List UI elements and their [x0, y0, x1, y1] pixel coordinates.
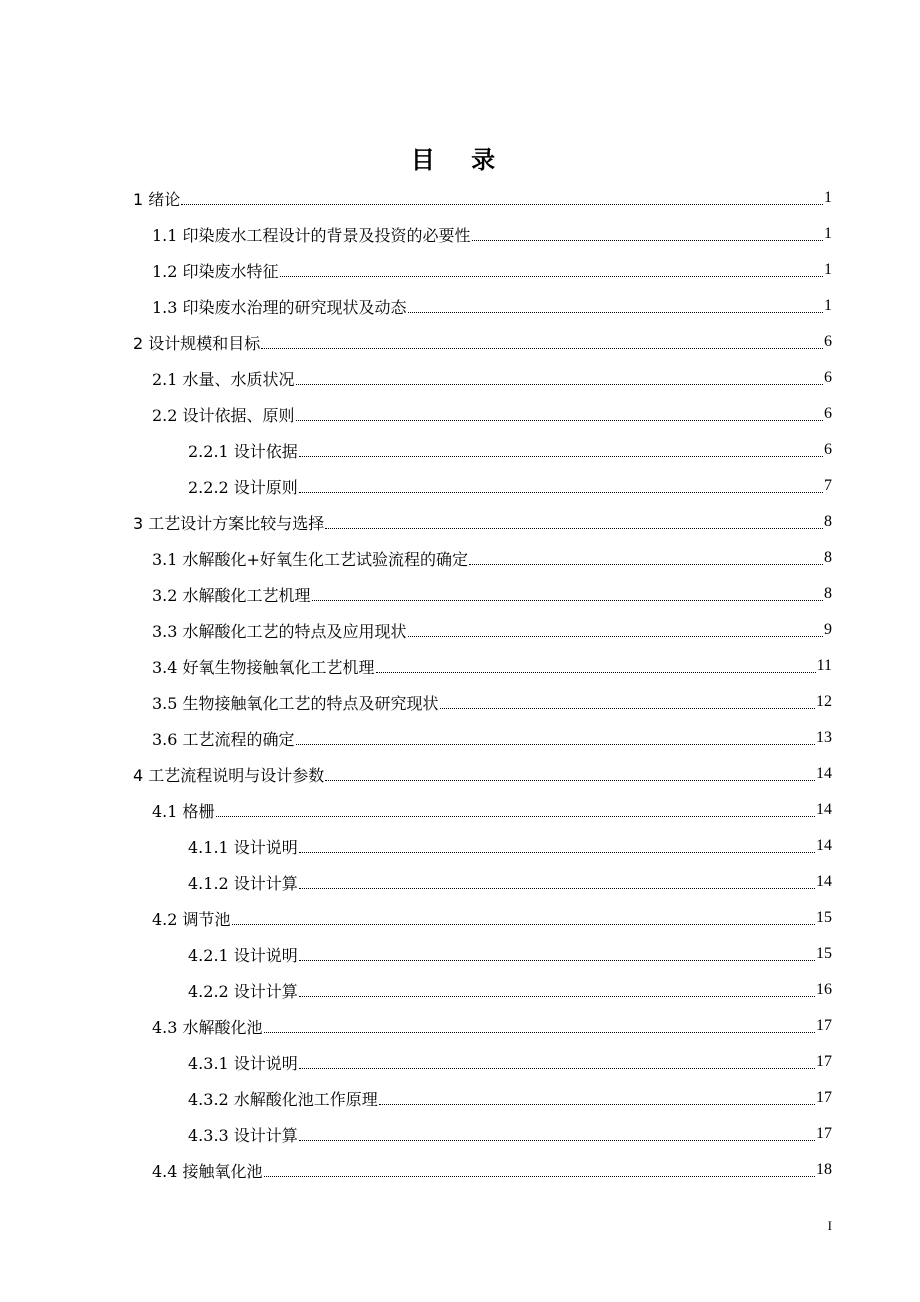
- toc-entry-page: 16: [816, 981, 832, 998]
- toc-entry[interactable]: [188, 972, 832, 1008]
- toc-entry-page: 6: [824, 405, 832, 422]
- toc-entry[interactable]: [188, 864, 832, 900]
- dot-leader: [296, 383, 823, 385]
- toc-entry-label: 4.2.1 设计说明: [188, 945, 298, 965]
- toc-entry-label: 3.2 水解酸化工艺机理: [152, 585, 311, 605]
- dot-leader: [261, 347, 823, 349]
- toc-entry-page: 17: [816, 1089, 832, 1106]
- dot-leader: [325, 527, 823, 529]
- toc-entry-page: 17: [816, 1125, 832, 1142]
- toc-entry-page: 18: [816, 1161, 832, 1178]
- dot-leader: [264, 1175, 815, 1177]
- toc-entry-label: 4.3.1 设计说明: [188, 1053, 298, 1073]
- toc-title: 目 录: [410, 146, 510, 174]
- dot-leader: [325, 779, 815, 781]
- dot-leader: [296, 419, 823, 421]
- toc-entry-page: 14: [816, 801, 832, 818]
- dot-leader: [181, 203, 823, 205]
- dot-leader: [299, 995, 815, 997]
- toc-entry-page: 14: [816, 837, 832, 854]
- page-number: I: [827, 1218, 832, 1233]
- toc-entry-label: 2.1 水量、水质状况: [152, 369, 295, 389]
- dot-leader: [264, 1031, 815, 1033]
- toc-entry-label: 3 工艺设计方案比较与选择: [133, 513, 325, 533]
- toc-entry[interactable]: [152, 1152, 832, 1188]
- toc-entry-page: 15: [816, 909, 832, 926]
- toc-entry[interactable]: [152, 684, 832, 720]
- toc-entry-label: 4.1 格栅: [152, 801, 215, 821]
- toc-entry[interactable]: [152, 216, 832, 252]
- toc-entry-label: 2.2.2 设计原则: [188, 477, 298, 497]
- toc-entry-label: 4.4 接触氧化池: [152, 1161, 263, 1181]
- toc-entry[interactable]: [152, 1008, 832, 1044]
- toc-entry[interactable]: [188, 1080, 832, 1116]
- toc-entry-page: 6: [824, 333, 832, 350]
- dot-leader: [408, 635, 823, 637]
- dot-leader: [232, 923, 815, 925]
- dot-leader: [440, 707, 815, 709]
- toc-entry[interactable]: [188, 1116, 832, 1152]
- toc-entry-page: 1: [824, 297, 832, 314]
- toc-entry[interactable]: [188, 936, 832, 972]
- toc-entry[interactable]: [188, 828, 832, 864]
- toc-entry[interactable]: [188, 468, 832, 504]
- toc-entry[interactable]: [133, 180, 832, 216]
- toc-entry-label: 1.3 印染废水治理的研究现状及动态: [152, 297, 407, 317]
- toc-entry[interactable]: [152, 720, 832, 756]
- dot-leader: [299, 959, 815, 961]
- toc-entry-page: 8: [824, 513, 832, 530]
- toc-entry-page: 17: [816, 1053, 832, 1070]
- toc-entry-label: 3.1 水解酸化+好氧生化工艺试验流程的确定: [152, 549, 468, 569]
- toc-entry-page: 12: [816, 693, 832, 710]
- toc-entry-label: 1 绪论: [133, 189, 181, 209]
- toc-entry-label: 4.3.3 设计计算: [188, 1125, 298, 1145]
- toc-entry-page: 13: [816, 729, 832, 746]
- dot-leader: [216, 815, 815, 817]
- toc-entry-label: 4.3.2 水解酸化池工作原理: [188, 1089, 378, 1109]
- dot-leader: [299, 491, 823, 493]
- toc-entry-page: 1: [824, 189, 832, 206]
- dot-leader: [299, 851, 815, 853]
- dot-leader: [299, 887, 815, 889]
- toc-entry-page: 15: [816, 945, 832, 962]
- toc-entry-page: 14: [816, 765, 832, 782]
- toc-entry-page: 6: [824, 369, 832, 386]
- toc-entry[interactable]: [152, 900, 832, 936]
- toc-entry-page: 11: [816, 657, 832, 674]
- toc-entry[interactable]: [152, 360, 832, 396]
- dot-leader: [376, 671, 816, 673]
- toc-entry-page: 8: [824, 585, 832, 602]
- dot-leader: [379, 1103, 815, 1105]
- toc-entry-page: 17: [816, 1017, 832, 1034]
- dot-leader: [312, 599, 823, 601]
- toc-entry[interactable]: [133, 504, 832, 540]
- dot-leader: [296, 743, 815, 745]
- toc-entry-page: 6: [824, 441, 832, 458]
- toc-entry-label: 4.3 水解酸化池: [152, 1017, 263, 1037]
- toc-entry-page: 1: [824, 261, 832, 278]
- toc-entry[interactable]: [152, 612, 832, 648]
- toc-entry[interactable]: [188, 1044, 832, 1080]
- toc-entry[interactable]: [152, 396, 832, 432]
- toc-entry-label: 1.1 印染废水工程设计的背景及投资的必要性: [152, 225, 471, 245]
- dot-leader: [280, 275, 823, 277]
- toc-entry-page: 8: [824, 549, 832, 566]
- toc-entry[interactable]: [152, 540, 832, 576]
- toc-entry-label: 2.2.1 设计依据: [188, 441, 298, 461]
- dot-leader: [472, 239, 823, 241]
- toc-entry-page: 9: [824, 621, 832, 638]
- toc-entry-page: 7: [824, 477, 832, 494]
- toc-entry[interactable]: [152, 288, 832, 324]
- dot-leader: [299, 455, 823, 457]
- toc-entry[interactable]: [152, 252, 832, 288]
- toc-entry-page: 14: [816, 873, 832, 890]
- toc-entry[interactable]: [152, 648, 832, 684]
- toc-entry[interactable]: [152, 576, 832, 612]
- toc-entry[interactable]: [133, 756, 832, 792]
- toc-entry-label: 1.2 印染废水特征: [152, 261, 279, 281]
- dot-leader: [299, 1067, 815, 1069]
- toc-entry-label: 4.1.2 设计计算: [188, 873, 298, 893]
- toc-entry[interactable]: [188, 432, 832, 468]
- dot-leader: [299, 1139, 815, 1141]
- toc-entry-label: 2 设计规模和目标: [133, 333, 261, 353]
- toc-entry-label: 3.4 好氧生物接触氧化工艺机理: [152, 657, 375, 677]
- toc-entry-label: 4.1.1 设计说明: [188, 837, 298, 857]
- toc-entry-label: 3.3 水解酸化工艺的特点及应用现状: [152, 621, 407, 641]
- toc-entry[interactable]: [133, 324, 832, 360]
- toc-entry[interactable]: [152, 792, 832, 828]
- dot-leader: [469, 563, 823, 565]
- toc-entry-label: 4.2 调节池: [152, 909, 231, 929]
- toc-entry-label: 3.6 工艺流程的确定: [152, 729, 295, 749]
- toc-entry-label: 2.2 设计依据、原则: [152, 405, 295, 425]
- toc-entry-label: 4 工艺流程说明与设计参数: [133, 765, 325, 785]
- toc-entry-label: 3.5 生物接触氧化工艺的特点及研究现状: [152, 693, 439, 713]
- toc-entry-page: 1: [824, 225, 832, 242]
- dot-leader: [408, 311, 823, 313]
- toc-entry-label: 4.2.2 设计计算: [188, 981, 298, 1001]
